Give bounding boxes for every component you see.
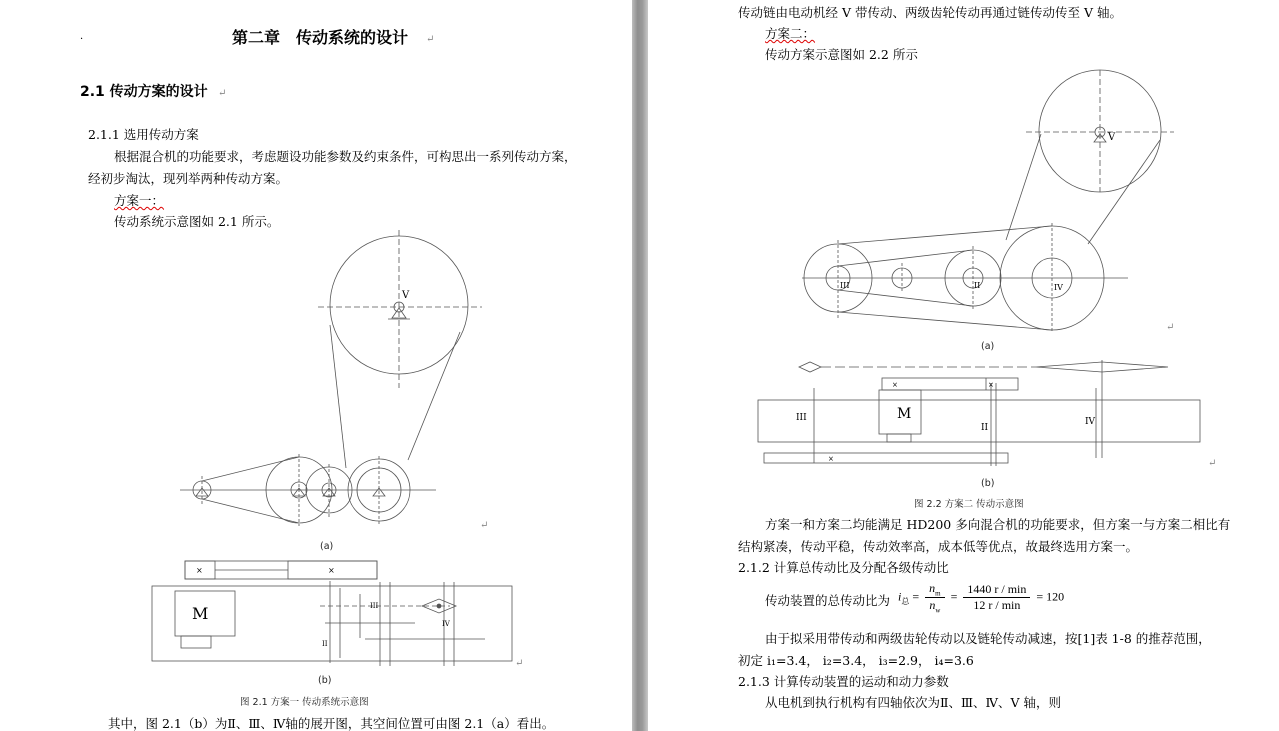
formula-den1-sub: w	[935, 606, 941, 615]
figure-2-2-b-diagram	[756, 358, 1221, 474]
figure-2-1-a-diagram	[170, 228, 500, 533]
chapter-title: 第二章 传动系统的设计	[232, 28, 409, 47]
paragraph-line: 初定 i₁=3.4， i₂=3.4， i₃=2.9， i₄=3.6	[738, 653, 974, 668]
bullet-dot: ·	[80, 34, 84, 45]
para-mark: ↵	[1208, 458, 1217, 469]
right-page	[648, 0, 1279, 731]
paragraph-line: 从电机到执行机构有四轴依次为Ⅱ、Ⅲ、Ⅳ、V 轴，则	[765, 695, 1062, 710]
total-ratio-formula: $i_总$ = $\frac{n_m}{n_w}$ = $\frac{1440 r / \min}{12 r / \min}$ = 120	[898, 581, 1065, 615]
para-mark: ↵	[1166, 322, 1175, 333]
para-mark: ↵	[426, 34, 435, 45]
paragraph-line: 根据混合机的功能要求，考虑题设功能参数及约束条件，可构思出一系列传动方案，	[114, 149, 577, 164]
figure-2-1-b-diagram	[150, 558, 525, 690]
belt-mark: ×	[328, 566, 335, 575]
formula-den1: n	[929, 598, 936, 613]
formula-symbol: i	[898, 589, 902, 604]
belt-mark: ×	[892, 381, 898, 389]
scheme-label: 方案二：	[765, 26, 816, 41]
motor-label: M	[897, 406, 912, 422]
shaft-label-iii: III	[796, 413, 807, 423]
figure-label: (a)	[981, 341, 995, 352]
scheme-description: 传动系统示意图如 2.1 所示。	[114, 214, 280, 229]
figure-caption: 图 2.2 方案二 传动示意图	[914, 499, 1024, 510]
shaft-label-iv: IV	[1085, 417, 1096, 427]
ratio-intro: 传动装置的总传动比为	[765, 593, 891, 608]
motor-label: M	[192, 604, 209, 623]
figure-2-2-a-diagram	[798, 68, 1178, 338]
shaft-label-iv: IV	[442, 620, 450, 628]
figure-label: (a)	[320, 541, 334, 552]
shaft-label-iii: III	[840, 281, 850, 290]
shaft-label-iv: IV	[1054, 283, 1063, 292]
subsection-title: 2.1.1 选用传动方案	[88, 127, 199, 142]
formula-result: = 120	[1036, 589, 1065, 604]
formula-den2: 12 r / min	[973, 598, 1021, 613]
subsection-title: 2.1.2 计算总传动比及分配各级传动比	[738, 560, 949, 575]
para-mark: ↵	[480, 520, 489, 531]
formula-num2: 1440 r / min	[963, 582, 1030, 598]
page-gutter	[632, 0, 648, 731]
belt-mark: ×	[828, 455, 834, 463]
para-mark: ↵	[515, 658, 524, 669]
shaft-label-v: V	[1108, 132, 1116, 143]
paragraph-line: 由于拟采用带传动和两级齿轮传动以及链轮传动减速，按[1]表 1-8 的推荐范围，	[765, 631, 1211, 646]
shaft-label-ii: II	[322, 640, 328, 648]
paragraph-line: 结构紧凑，传动平稳，传动效率高，成本低等优点，故最终选用方案一。	[738, 539, 1139, 554]
formula-fraction-1	[925, 581, 944, 615]
belt-mark: ×	[988, 381, 994, 389]
formula-num1: n	[929, 581, 936, 595]
shaft-label-ii: II	[974, 281, 981, 290]
formula-fraction-2	[963, 582, 1030, 613]
paragraph-line: 其中，图 2.1（b）为Ⅱ、Ⅲ、Ⅳ轴的展开图，其空间位置可由图 2.1（a）看出。	[108, 716, 555, 731]
paragraph-line: 经初步淘汰，现列举两种传动方案。	[88, 171, 289, 186]
shaft-label-iii: III	[370, 602, 379, 610]
left-page	[0, 0, 632, 731]
paragraph-line: 方案一和方案二均能满足 HD200 多向混合机的功能要求，但方案一与方案二相比有	[765, 517, 1231, 532]
paragraph-line: 传动链由电动机经 V 带传动、两级齿轮传动再通过链传动传至 V 轴。	[738, 5, 1122, 20]
section-title: 2.1 传动方案的设计	[80, 84, 208, 100]
figure-caption: 图 2.1 方案一 传动系统示意图	[240, 697, 369, 708]
para-mark: ↵	[218, 88, 227, 99]
formula-subscript: 总	[901, 597, 910, 607]
shaft-label-ii: II	[981, 423, 989, 433]
scheme-description: 传动方案示意图如 2.2 所示	[765, 47, 918, 62]
belt-mark: ×	[196, 566, 203, 575]
figure-label: (b)	[318, 675, 332, 686]
figure-label: (b)	[981, 478, 995, 489]
shaft-label-v: V	[402, 290, 410, 301]
subsection-title: 2.1.3 计算传动装置的运动和动力参数	[738, 674, 949, 689]
formula-num1-sub: m	[935, 589, 941, 598]
scheme-label: 方案一：	[114, 193, 165, 208]
